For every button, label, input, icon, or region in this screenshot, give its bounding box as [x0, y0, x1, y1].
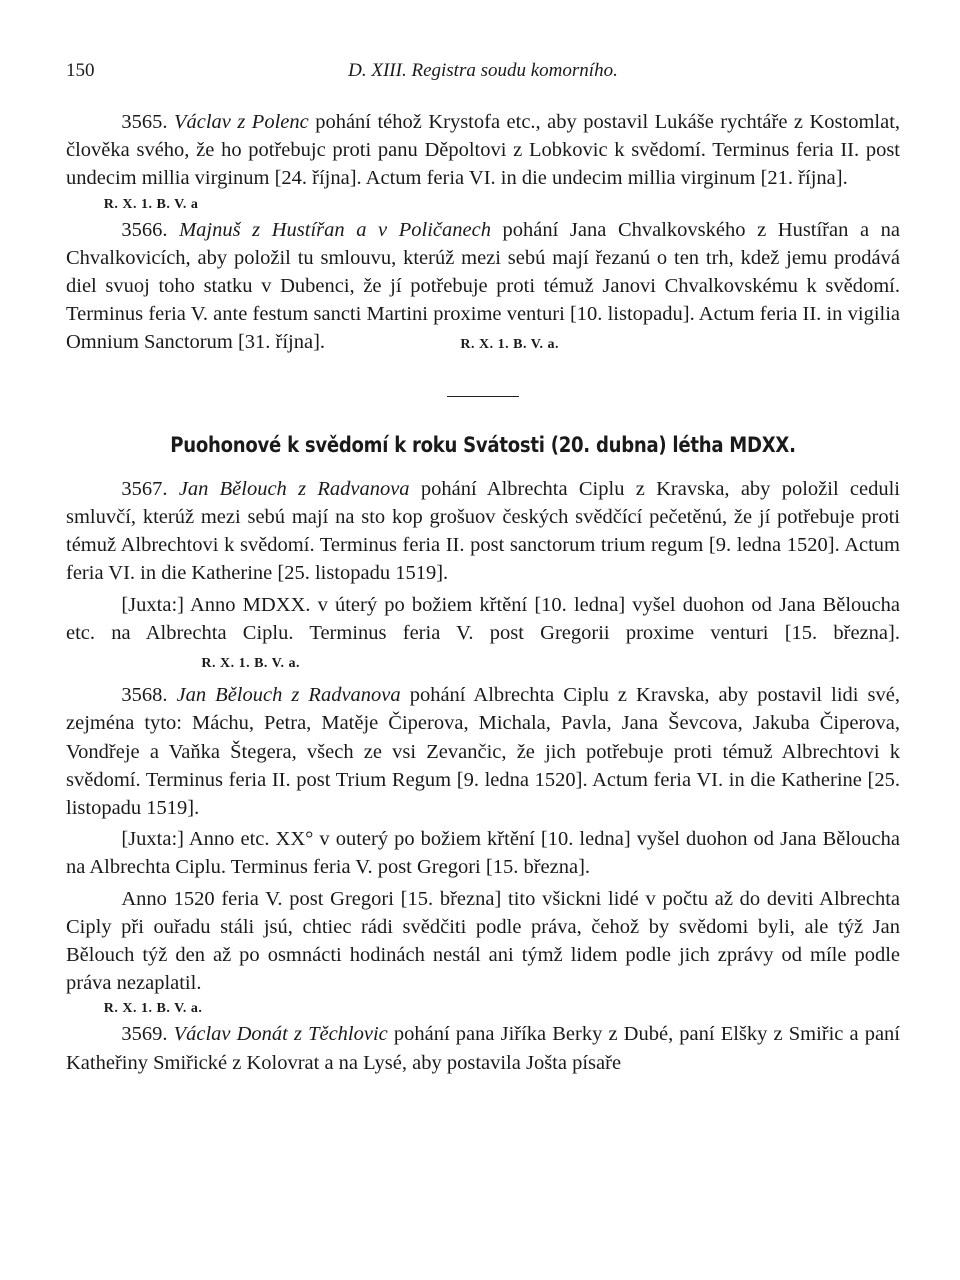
entry-text: Anno 1520 feria V. post Gregori [15. března] tito všickni lidé v počtu až do deviti Albrechta Ciply při ouřadu stáli jsú, chtiec rádi svědčiti podle práva, čehož by svědomi byli, ale týž Jan Bělouch týž den až po osmnácti hodinách nestál ani týmž lidem podle jich zprávy od míle podle práva nezaplatil.: [66, 887, 900, 995]
entry-3569: [66, 1020, 900, 1076]
entry-text: pohání téhož Krystofa etc., aby postavil Lukáše rychtáře z Kostomlat, člověka svého, že ho potřebujc proti panu Děpoltovi z Lobkovic k svědomí. Terminus feria II. post undecim millia virginum [24. října]. Actum feria VI. in die undecim millia virginum [21. října].: [66, 111, 901, 190]
entry-text: pohání Albrechta Ciplu z Kravska, aby postavil lidi své, zejména tyto: Máchu, Petra, Matěje Čiperova, Michala, Pavla, Jana Ševcova, Jakuba Čiperova, Vondřeje a Vaňka Štegera, všech ze vsi Zevančic, že jich potřebuje proti témuž Albrechtovi k svědomí. Terminus feria II. post Trium Regum [9. ledna 1520]. Actum feria VI. in die Katherine [25. listopadu 1519].: [66, 684, 900, 820]
entry-number: 3567.: [121, 477, 168, 500]
entry-e3568c: [66, 885, 900, 998]
entry-text: pohání pana Jiříka Berky z Dubé, paní Elšky z Smiřic a paní Katheřiny Smiřické z Kolovrat a na Lysé, aby postavila Jošta písaře: [66, 1023, 900, 1074]
entry-e3568b: [66, 825, 900, 881]
entries-after-heading: [66, 475, 900, 1077]
entry-text: pohání Jana Chvalkovského z Hustířan a na Chvalkovicích, aby položil tu smlouvu, kterúž mezi sebú mají řezanú o ten trh, kdež jemu prodává diel svuoj toho statku v Dubenci, že jí potřebuje proti témuž Janovi Chvalkovskému k svědomí. Terminus feria V. ante festum sancti Martini proxime venturi [10. listopadu]. Actum feria II. in vigilia Omnium Sanctorum [31. října].: [66, 218, 900, 354]
entry-text: pohání Albrechta Ciplu z Kravska, aby položil ceduli smluvčí, kterúž mezi sebú mají na sto kop grošuov českých svědčící pečetěnú, že jí potřebuje proti témuž Albrechtovi k svědomí. Terminus feria II. post sanctorum trium regum [9. ledna 1520]. Actum feria VI. in die Katherine [25. listopadu 1519].: [66, 477, 901, 585]
entry-e3567b: [66, 591, 900, 679]
section-divider: [447, 396, 519, 397]
entry-number: 3568.: [121, 684, 168, 707]
source-reference: R. X. 1. B. V. a.: [460, 337, 560, 353]
entry-3567: [66, 475, 900, 588]
entry-3568: [66, 681, 900, 822]
entry-party-name: Václav z Polenc: [173, 111, 309, 133]
entry-3566: [66, 216, 900, 360]
source-reference: R. X. 1. B. V. a.: [201, 656, 300, 672]
entry-party-name: Jan Bělouch z Radvanova: [178, 477, 410, 500]
source-reference: R. X. 1. B. V. a.: [103, 1001, 203, 1017]
running-title: D. XIII. Registra soudu komorního.: [348, 60, 618, 81]
entry-3565: [66, 108, 900, 193]
page-number: 150: [66, 60, 95, 81]
entry-number: 3565.: [121, 111, 168, 133]
entry-number: 3569.: [121, 1023, 168, 1046]
page-header: [66, 60, 900, 90]
entry-text: [Juxta:] Anno MDXX. v úterý po božiem křtění [10. ledna] vyšel duohon od Jana Běloucha etc. na Albrechta Ciplu. Terminus feria V. post Gregorii proxime venturi [15. března].: [66, 593, 900, 644]
document-body: [66, 108, 900, 1080]
entry-text: [Juxta:] Anno etc. XX° v outerý po božiem křtění [10. ledna] vyšel duohon od Jana Běloucha na Albrechta Ciplu. Terminus feria V. post Gregori [15. března].: [66, 828, 900, 879]
entries-before-heading: [66, 108, 900, 360]
entry-number: 3566.: [121, 218, 168, 241]
entry-party-name: Jan Bělouch z Radvanova: [176, 684, 401, 707]
entry-party-name: Václav Donát z Těchlovic: [173, 1023, 388, 1046]
entry-party-name: Majnuš z Hustířan a v Poličanech: [179, 218, 491, 241]
source-reference: R. X. 1. B. V. a: [103, 196, 199, 212]
section-heading: Puohonové k svědomí k roku Svátosti (20. dubna) létha MDXX.: [170, 432, 796, 457]
